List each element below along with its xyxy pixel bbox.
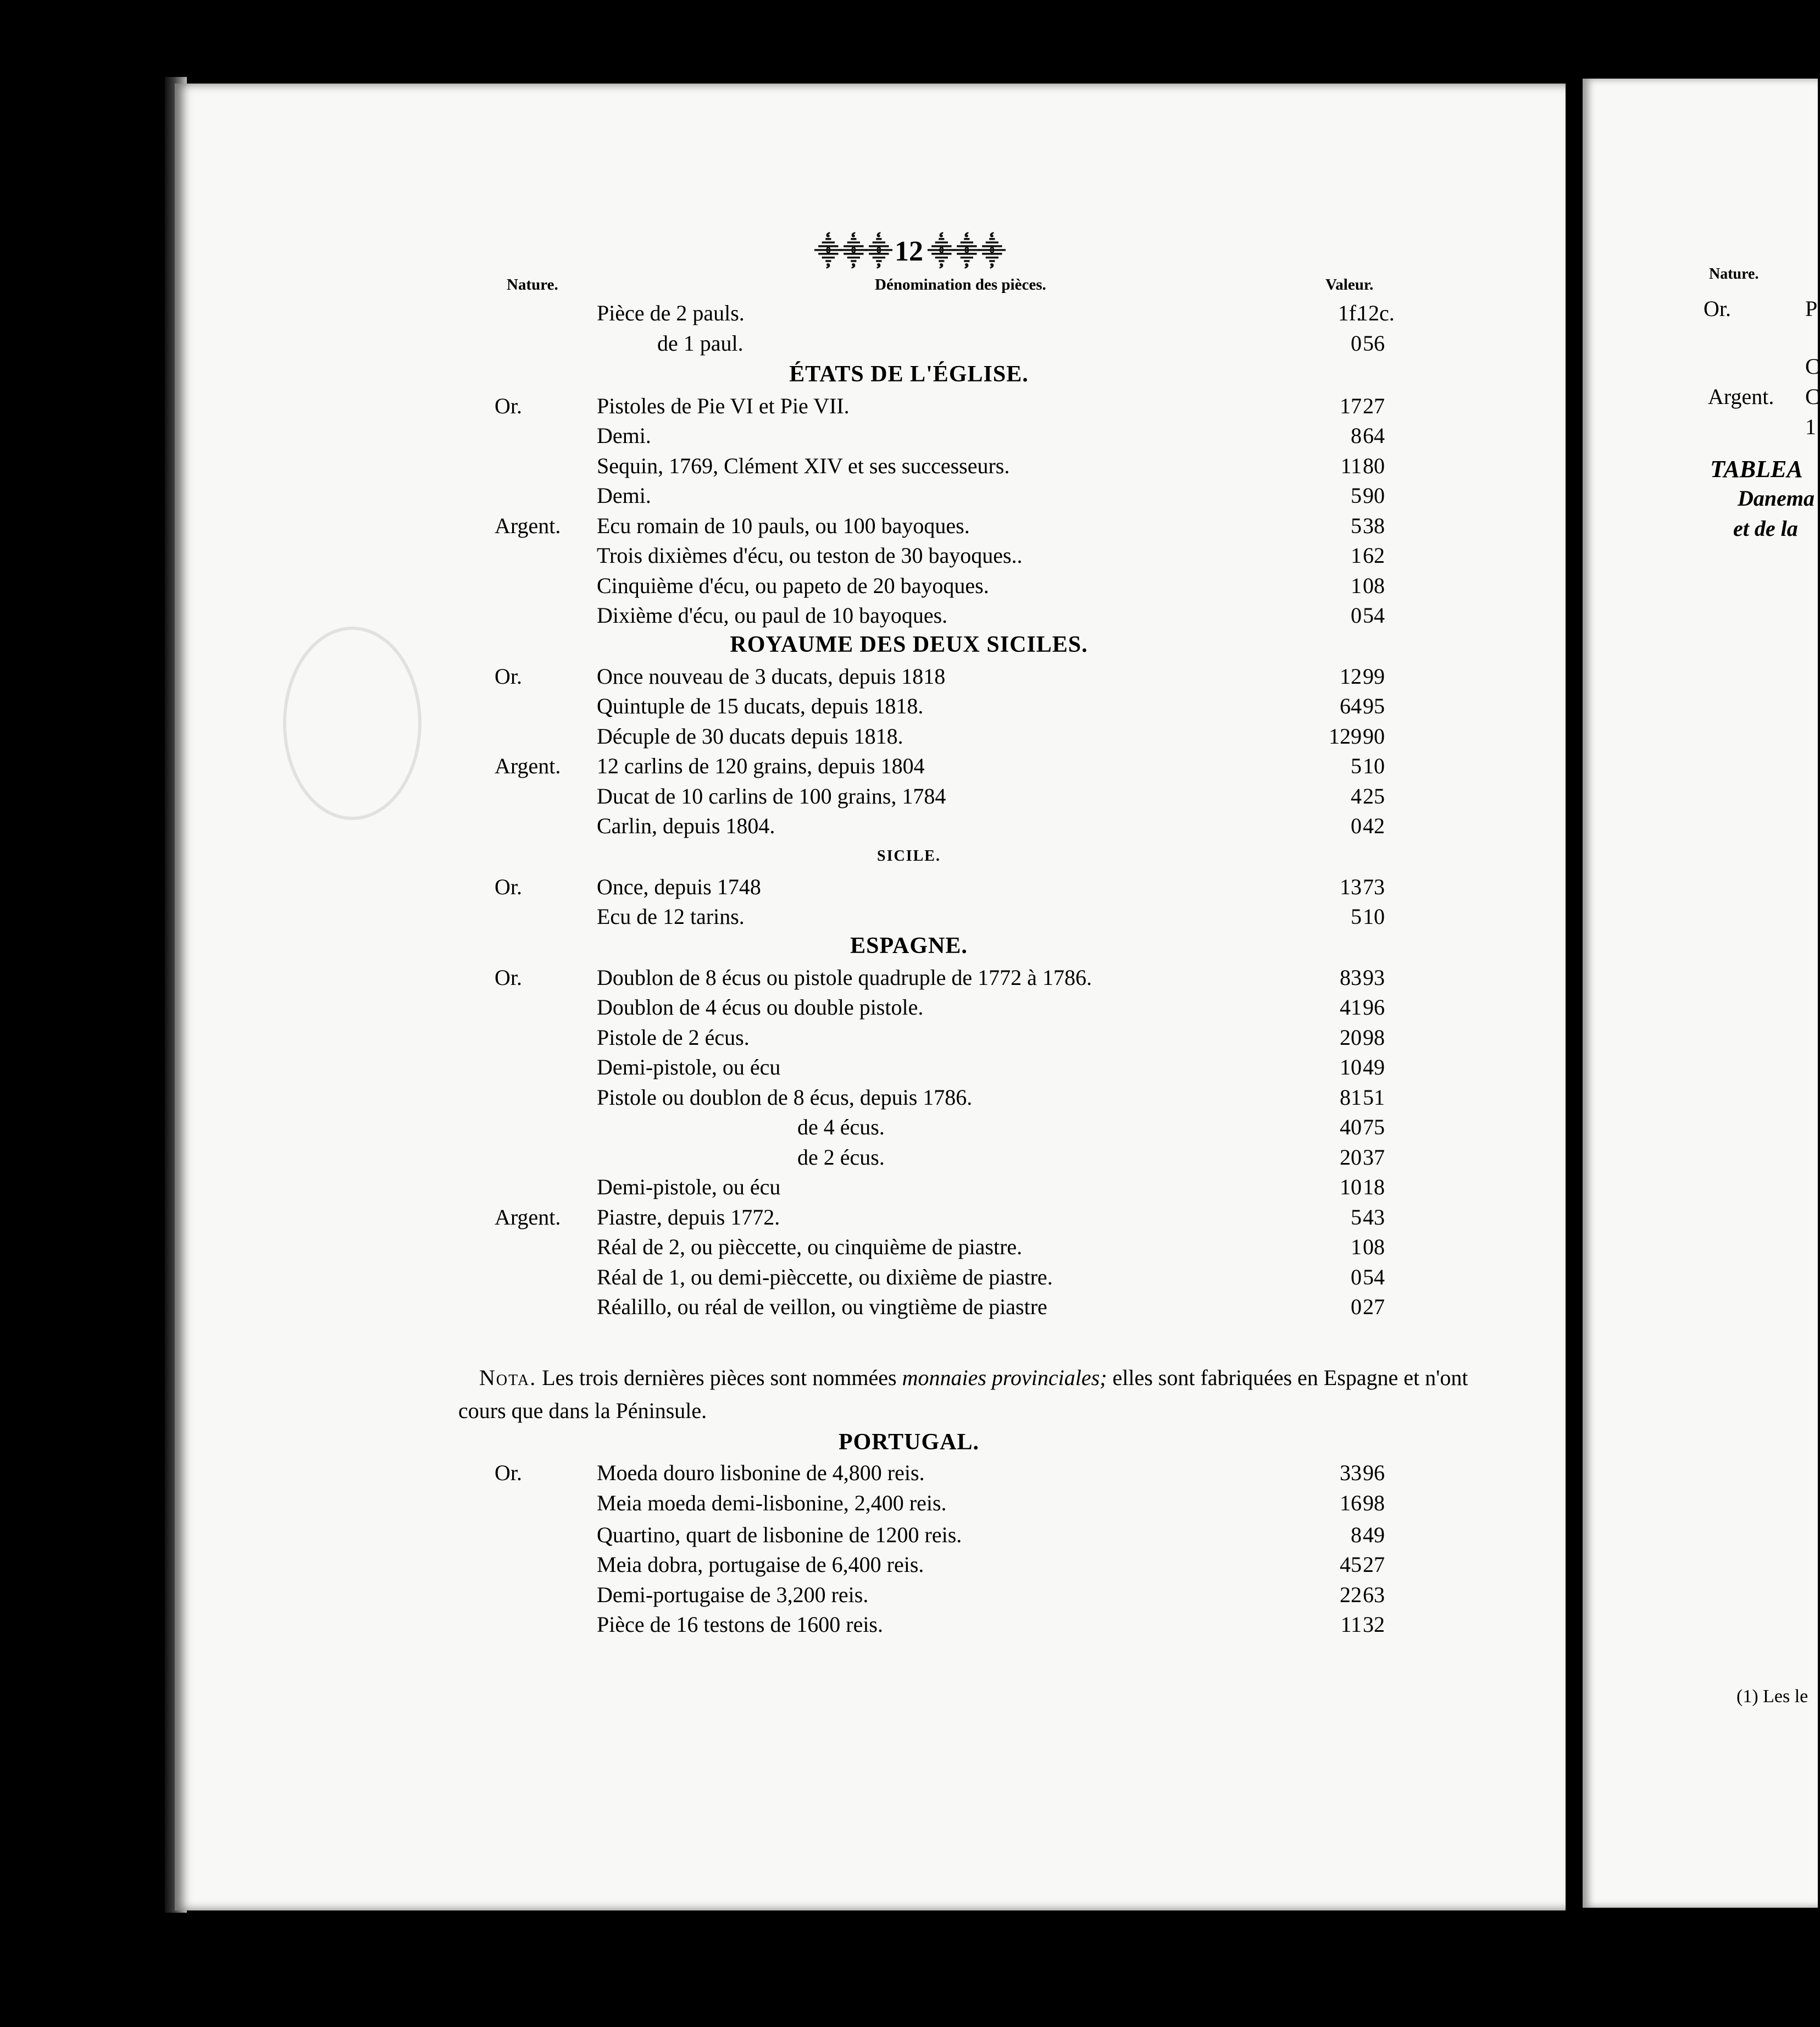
table-row <box>0 1458 1818 1488</box>
centimes-cell: 64 <box>1363 423 1385 448</box>
rp-c1: C <box>1805 354 1820 379</box>
table-row <box>0 600 1818 631</box>
table-row <box>0 1520 1818 1550</box>
francs-cell: 83 <box>1340 965 1362 990</box>
francs-cell: 20 <box>1340 1144 1362 1170</box>
francs-cell: 40 <box>1340 1115 1362 1139</box>
denomination-cell <box>597 691 1312 722</box>
denomination-cell <box>597 1292 1312 1322</box>
denomination-cell <box>597 992 1312 1023</box>
nature-cell: Or. <box>495 1460 522 1485</box>
denomination-text: Pièce de 16 testons de 1600 reis. <box>597 1612 889 1637</box>
centimes-cell: 99 <box>1363 663 1385 689</box>
denomination-cell <box>797 1112 1312 1143</box>
centimes-cell: 98 <box>1363 1490 1385 1515</box>
denomination-cell <box>597 571 1312 601</box>
table-row <box>0 781 1818 812</box>
centimes-cell: 75 <box>1363 1115 1385 1139</box>
centimes-cell: 10 <box>1363 754 1385 778</box>
denomination-text: Réalillo, ou réal de veillon, ou vingtième de piastre <box>597 1294 1053 1319</box>
francs-cell: 5 <box>1351 1204 1362 1230</box>
centimes-cell: 80 <box>1363 453 1385 478</box>
denomination-cell <box>597 1202 1312 1233</box>
table-row <box>0 420 1818 451</box>
francs-cell: 11 <box>1340 453 1362 478</box>
denomination-text: Pièce de 2 pauls. <box>597 301 750 325</box>
centimes-cell: 54 <box>1363 603 1385 628</box>
table-row <box>0 751 1818 782</box>
denomination-text: Trois dixièmes d'écu, ou teston de 30 bayoques.. <box>597 543 1028 568</box>
table-row <box>0 962 1818 993</box>
table-row <box>0 1232 1818 1262</box>
table-row <box>0 872 1818 902</box>
centimes-cell: 10 <box>1363 904 1385 929</box>
centimes-cell: 27 <box>1363 1552 1385 1577</box>
nota-text-after: elles sont fabriquées en Espagne et n'ont cours que dans la Péninsule. <box>458 1365 1468 1423</box>
centimes-cell: 90 <box>1363 723 1385 749</box>
denomination-text: Demi-portugaise de 3,200 reis. <box>597 1582 874 1607</box>
denomination-cell <box>597 1172 1312 1203</box>
denomination-text: Réal de 2, ou pièccette, ou cinquième de piastre. <box>597 1234 1028 1259</box>
rp-et-de-la: et de la <box>1733 516 1798 541</box>
centimes-cell: 49 <box>1363 1522 1385 1547</box>
francs-cell: 20 <box>1340 1024 1362 1050</box>
denomination-text: Pistoles de Pie VI et Pie VII. <box>597 394 855 418</box>
section-heading: ÉTATS DE L'ÉGLISE. <box>789 361 1029 387</box>
centimes-cell: 08 <box>1363 573 1385 598</box>
denomination-text: 12 carlins de 120 grains, depuis 1804 <box>597 754 930 778</box>
centimes-cell: 18 <box>1363 1175 1385 1199</box>
page-header <box>0 233 1818 269</box>
centimes-cell: 12c. <box>1357 301 1395 325</box>
denomination-text: Demi-pistole, ou écu <box>597 1175 786 1199</box>
denomination-text: Demi. <box>597 483 657 508</box>
table-row <box>0 511 1818 541</box>
denomination-text: Décuple de 30 ducats depuis 1818. <box>597 724 909 749</box>
denomination-text: Ecu de 12 tarins. <box>597 904 750 929</box>
denomination-cell <box>597 1580 1312 1610</box>
centimes-cell: 96 <box>1363 995 1385 1020</box>
centimes-cell: 90 <box>1363 483 1385 508</box>
francs-cell: 12 <box>1340 663 1362 689</box>
denomination-text: Once nouveau de 3 ducats, depuis 1818 <box>597 664 951 689</box>
denomination-cell <box>597 1082 1312 1113</box>
francs-cell: 11 <box>1340 1612 1362 1637</box>
table-row <box>0 298 1818 329</box>
nota-italic: monnaies provinciales; <box>902 1365 1107 1390</box>
denomination-text: de 4 écus. <box>797 1115 890 1139</box>
francs-cell: 1 <box>1351 573 1362 598</box>
denomination-text: Quintuple de 15 ducats, depuis 1818. <box>597 694 929 718</box>
denomination-text: Carlin, depuis 1804. <box>597 813 780 838</box>
table-row <box>0 571 1818 601</box>
table-row <box>0 391 1818 422</box>
rp-danemark: Danema <box>1738 486 1815 511</box>
rp-c2: C <box>1805 384 1820 409</box>
francs-cell: 4 <box>1351 783 1362 808</box>
denomination-text: Réal de 1, ou demi-pièccette, ou dixième de piastre. <box>597 1265 1058 1289</box>
francs-cell: 17 <box>1340 393 1362 418</box>
denomination-text: Sequin, 1769, Clément XIV et ses successeurs. <box>597 453 1015 478</box>
table-row <box>0 1609 1818 1640</box>
centimes-cell: 93 <box>1363 965 1385 990</box>
page-number: 12 <box>895 236 923 267</box>
denomination-cell <box>597 540 1312 571</box>
denomination-cell <box>797 1142 1312 1173</box>
denomination-cell <box>597 1488 1312 1519</box>
centimes-cell: 38 <box>1363 513 1385 538</box>
denomination-cell <box>597 962 1312 993</box>
francs-cell: 5 <box>1351 513 1362 538</box>
francs-cell: 0 <box>1351 1294 1362 1319</box>
denomination-cell <box>597 1549 1312 1580</box>
table-row <box>0 1082 1818 1113</box>
table-row <box>0 540 1818 571</box>
denomination-cell <box>597 480 1312 511</box>
centimes-cell: 96 <box>1363 1460 1385 1485</box>
francs-cell: 0 <box>1351 1264 1362 1289</box>
denomination-cell <box>597 901 1312 932</box>
table-row <box>0 1549 1818 1580</box>
rp-one: 1 <box>1805 414 1816 439</box>
denomination-cell <box>597 1520 1312 1550</box>
denomination-cell <box>597 1052 1312 1083</box>
left-ornament-icon: ⸎⸎⸎ <box>814 237 895 267</box>
right-ornament-icon: ⸎⸎⸎ <box>923 237 1004 267</box>
table-row <box>0 1052 1818 1083</box>
denomination-text: Meia dobra, portugaise de 6,400 reis. <box>597 1552 929 1577</box>
nota-text-before: Les trois dernières pièces sont nommées <box>536 1365 902 1390</box>
denomination-cell <box>597 600 1312 631</box>
francs-cell: 64 <box>1340 694 1362 718</box>
table-row <box>0 1142 1818 1173</box>
francs-cell: 5 <box>1351 483 1362 508</box>
table-row <box>0 1112 1818 1143</box>
denomination-text: Once, depuis 1748 <box>597 874 767 899</box>
francs-cell: 0 <box>1351 813 1362 838</box>
table-row <box>0 901 1818 932</box>
section-portugal: PORTUGAL. <box>838 1430 980 1455</box>
denomination-text: Ecu romain de 10 pauls, ou 100 bayoques. <box>597 513 975 538</box>
section-heading: ROYAUME DES DEUX SICILES. <box>730 632 1088 657</box>
nota-lead: Nota. <box>479 1365 537 1390</box>
francs-cell: 0 <box>1351 603 1362 628</box>
denomination-cell <box>597 451 1312 481</box>
table-row <box>0 811 1818 841</box>
table-row <box>0 328 1818 359</box>
denomination-cell <box>597 811 1312 841</box>
centimes-cell: 37 <box>1363 1144 1385 1170</box>
table-row <box>0 1022 1818 1053</box>
rp-or: Or. <box>1704 296 1731 321</box>
column-header-nature: Nature. <box>507 276 558 293</box>
centimes-cell: 54 <box>1363 1264 1385 1289</box>
denomination-cell <box>597 511 1312 541</box>
nature-cell: Argent. <box>495 1204 561 1230</box>
denomination-text: Moeda douro lisbonine de 4,800 reis. <box>597 1460 930 1485</box>
francs-cell: 129 <box>1329 723 1362 749</box>
francs-cell: 8 <box>1351 1522 1362 1547</box>
rp-nature-header: Nature. <box>1709 265 1759 283</box>
section-heading: SICILE. <box>877 847 941 865</box>
francs-cell: 10 <box>1340 1055 1362 1079</box>
table-row <box>0 1580 1818 1610</box>
section-heading: ESPAGNE. <box>850 933 968 959</box>
table-row <box>0 661 1818 692</box>
centimes-cell: 98 <box>1363 1024 1385 1050</box>
denomination-cell <box>597 751 1312 782</box>
denomination-cell <box>597 1022 1312 1053</box>
denomination-cell <box>597 1262 1312 1293</box>
denomination-text: Pistole ou doublon de 8 écus, depuis 1786. <box>597 1085 978 1110</box>
centimes-cell: 56 <box>1363 330 1385 356</box>
table-row <box>0 1172 1818 1203</box>
table-row <box>0 480 1818 511</box>
francs-cell: 41 <box>1340 995 1362 1020</box>
nature-cell: Or. <box>495 965 522 990</box>
rp-p: P <box>1805 296 1818 321</box>
right-page <box>1583 79 1818 1908</box>
denomination-cell <box>597 391 1312 422</box>
denomination-cell <box>597 721 1312 752</box>
francs-cell: 8 <box>1351 423 1362 448</box>
denomination-cell <box>597 1458 1312 1488</box>
francs-cell: 1f. <box>1338 301 1362 325</box>
nota-paragraph <box>458 1361 1491 1427</box>
denomination-cell <box>657 328 1312 359</box>
rp-footnote: (1) Les le <box>1736 1686 1808 1707</box>
denomination-text: Cinquième d'écu, ou papeto de 20 bayoques. <box>597 573 995 598</box>
centimes-cell: 73 <box>1363 874 1385 899</box>
francs-cell: 16 <box>1340 1490 1362 1515</box>
denomination-text: Piastre, depuis 1772. <box>597 1205 785 1230</box>
nature-cell: Or. <box>495 663 522 689</box>
denomination-text: de 1 paul. <box>657 331 749 356</box>
francs-cell: 33 <box>1340 1460 1362 1485</box>
denomination-text: Quartino, quart de lisbonine de 1200 reis. <box>597 1522 967 1547</box>
denomination-text: Doublon de 4 écus ou double pistole. <box>597 995 929 1020</box>
column-header-denomination: Dénomination des pièces. <box>875 276 1046 293</box>
table-row <box>0 1202 1818 1233</box>
francs-cell: 5 <box>1351 904 1362 929</box>
centimes-cell: 95 <box>1363 694 1385 718</box>
nature-cell: Argent. <box>495 754 561 778</box>
table-row <box>0 451 1818 481</box>
denomination-cell <box>597 1609 1312 1640</box>
centimes-cell: 27 <box>1363 1294 1385 1319</box>
centimes-cell: 49 <box>1363 1055 1385 1079</box>
francs-cell: 5 <box>1351 754 1362 778</box>
francs-cell: 81 <box>1340 1084 1362 1110</box>
nature-cell: Or. <box>495 393 522 418</box>
francs-cell: 45 <box>1340 1552 1362 1577</box>
denomination-text: Demi-pistole, ou écu <box>597 1055 786 1079</box>
table-row <box>0 691 1818 722</box>
centimes-cell: 43 <box>1363 1204 1385 1230</box>
denomination-cell <box>597 1232 1312 1262</box>
francs-cell: 10 <box>1340 1175 1362 1199</box>
table-row <box>0 1292 1818 1322</box>
centimes-cell: 27 <box>1363 393 1385 418</box>
denomination-text: Doublon de 8 écus ou pistole quadruple de 1772 à 1786. <box>597 965 1097 990</box>
denomination-text: de 2 écus. <box>797 1145 890 1170</box>
francs-cell: 0 <box>1351 330 1362 356</box>
column-header-valeur: Valeur. <box>1325 276 1374 293</box>
centimes-cell: 63 <box>1363 1582 1385 1607</box>
denomination-text: Meia moeda demi-lisbonine, 2,400 reis. <box>597 1491 952 1515</box>
rp-table-title: TABLEA <box>1710 456 1803 483</box>
centimes-cell: 42 <box>1363 813 1385 838</box>
denomination-text: Dixième d'écu, ou paul de 10 bayoques. <box>597 603 953 628</box>
nature-cell: Argent. <box>495 513 561 538</box>
nature-cell: Or. <box>495 874 522 899</box>
denomination-cell <box>597 872 1312 902</box>
table-row <box>0 1262 1818 1293</box>
centimes-cell: 51 <box>1363 1084 1385 1110</box>
centimes-cell: 32 <box>1363 1612 1385 1637</box>
denomination-cell <box>597 661 1312 692</box>
francs-cell: 13 <box>1340 874 1362 899</box>
denomination-text: Demi. <box>597 423 657 448</box>
rp-argent: Argent. <box>1708 384 1774 409</box>
table-row <box>0 992 1818 1023</box>
denomination-text: Pistole de 2 écus. <box>597 1025 755 1050</box>
table-row <box>0 1488 1818 1519</box>
francs-cell: 1 <box>1351 1234 1362 1259</box>
centimes-cell: 08 <box>1363 1234 1385 1259</box>
denomination-cell <box>597 781 1312 812</box>
centimes-cell: 62 <box>1363 543 1385 568</box>
denomination-cell <box>597 420 1312 451</box>
table-row <box>0 721 1818 752</box>
denomination-cell <box>597 298 1312 329</box>
francs-cell: 1 <box>1351 543 1362 568</box>
francs-cell: 22 <box>1340 1582 1362 1607</box>
denomination-text: Ducat de 10 carlins de 100 grains, 1784 <box>597 784 951 808</box>
centimes-cell: 25 <box>1363 783 1385 808</box>
